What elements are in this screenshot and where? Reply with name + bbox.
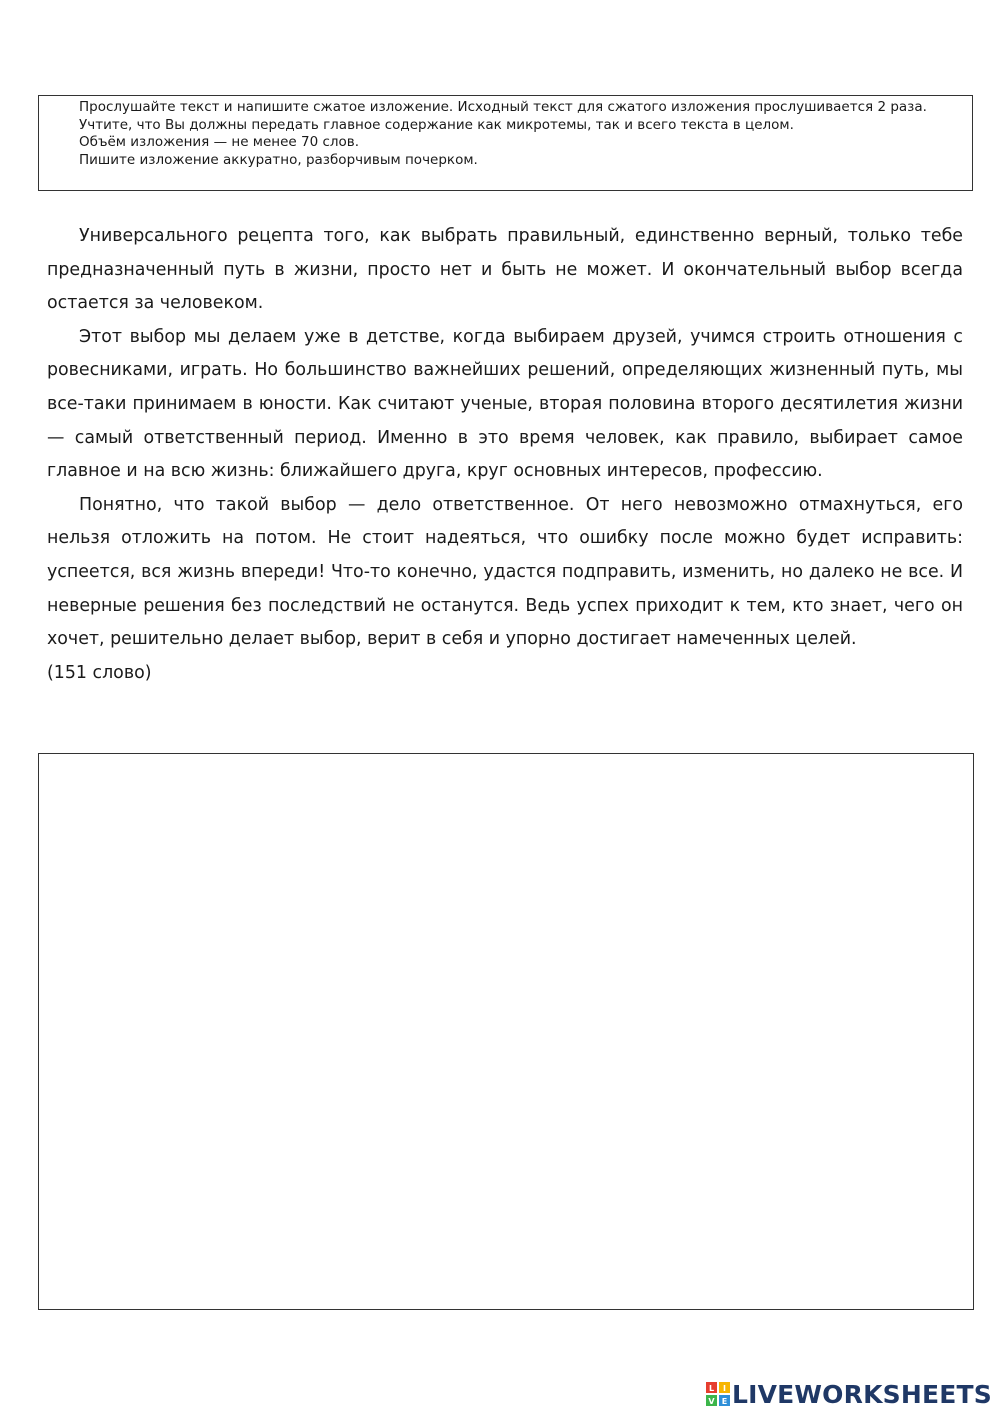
logo-letter-v: V: [708, 1397, 715, 1406]
instruction-content: Учтите, что Вы должны передать главное содержание как микротемы, так и всего текста в целом.: [79, 116, 794, 133]
source-text: [47, 220, 963, 690]
logo-letter-e: E: [721, 1397, 728, 1406]
answer-textarea[interactable]: [39, 754, 973, 1309]
answer-box[interactable]: [38, 753, 974, 1310]
logo-letter-l: L: [708, 1384, 714, 1393]
paragraph-1: Универсального рецепта того, как выбрать правильный, единственно верный, только тебе предназначенный путь в жизни, просто нет и быть не может. И окончательный выбор всегда остается за человеком.: [47, 226, 963, 314]
paragraph-2: Этот выбор мы делаем уже в детстве, когда выбираем друзей, учимся строить отношения с ровесниками, играть. Но большинство важнейших решений, определяющих жизненный путь, мы все-таки принимаем в юности. Как считают ученые, вторая половина второго десятилетия жизни — самый ответственный период. Именно в это время человек, как правило, выбирает самое главное и на всю жизнь: ближайшего друга, круг основных интересов, профессию.: [47, 326, 963, 482]
word-count: (151 слово): [47, 662, 152, 683]
instruction-handwriting: Пишите изложение аккуратно, разборчивым почерком.: [79, 151, 478, 168]
liveworksheets-logo-icon: [706, 1382, 730, 1406]
liveworksheets-logo: [706, 1379, 992, 1409]
logo-text: LIVEWORKSHEETS: [731, 1379, 992, 1409]
instruction-listen: Прослушайте текст и напишите сжатое изложение. Исходный текст для сжатого изложения прослушивается 2 раза.: [79, 99, 927, 115]
instruction-length: Объём изложения — не менее 70 слов.: [79, 134, 360, 150]
logo-letter-i: I: [722, 1384, 726, 1393]
paragraph-3: Понятно, что такой выбор — дело ответственное. От него невозможно отмахнуться, его нельзя отложить на потом. Не стоит надеяться, что ошибку после можно будет исправить: успеется, вся жизнь впереди! Что-то конечно, удастся подправить, изменить, но далеко не все. И неверные решения без последствий не останутся. Ведь успех приходит к тем, кто знает, чего он хочет, решительно делает выбор, верит в себя и упорно достигает намеченных целей.: [47, 494, 963, 650]
instructions-box: [38, 95, 973, 191]
